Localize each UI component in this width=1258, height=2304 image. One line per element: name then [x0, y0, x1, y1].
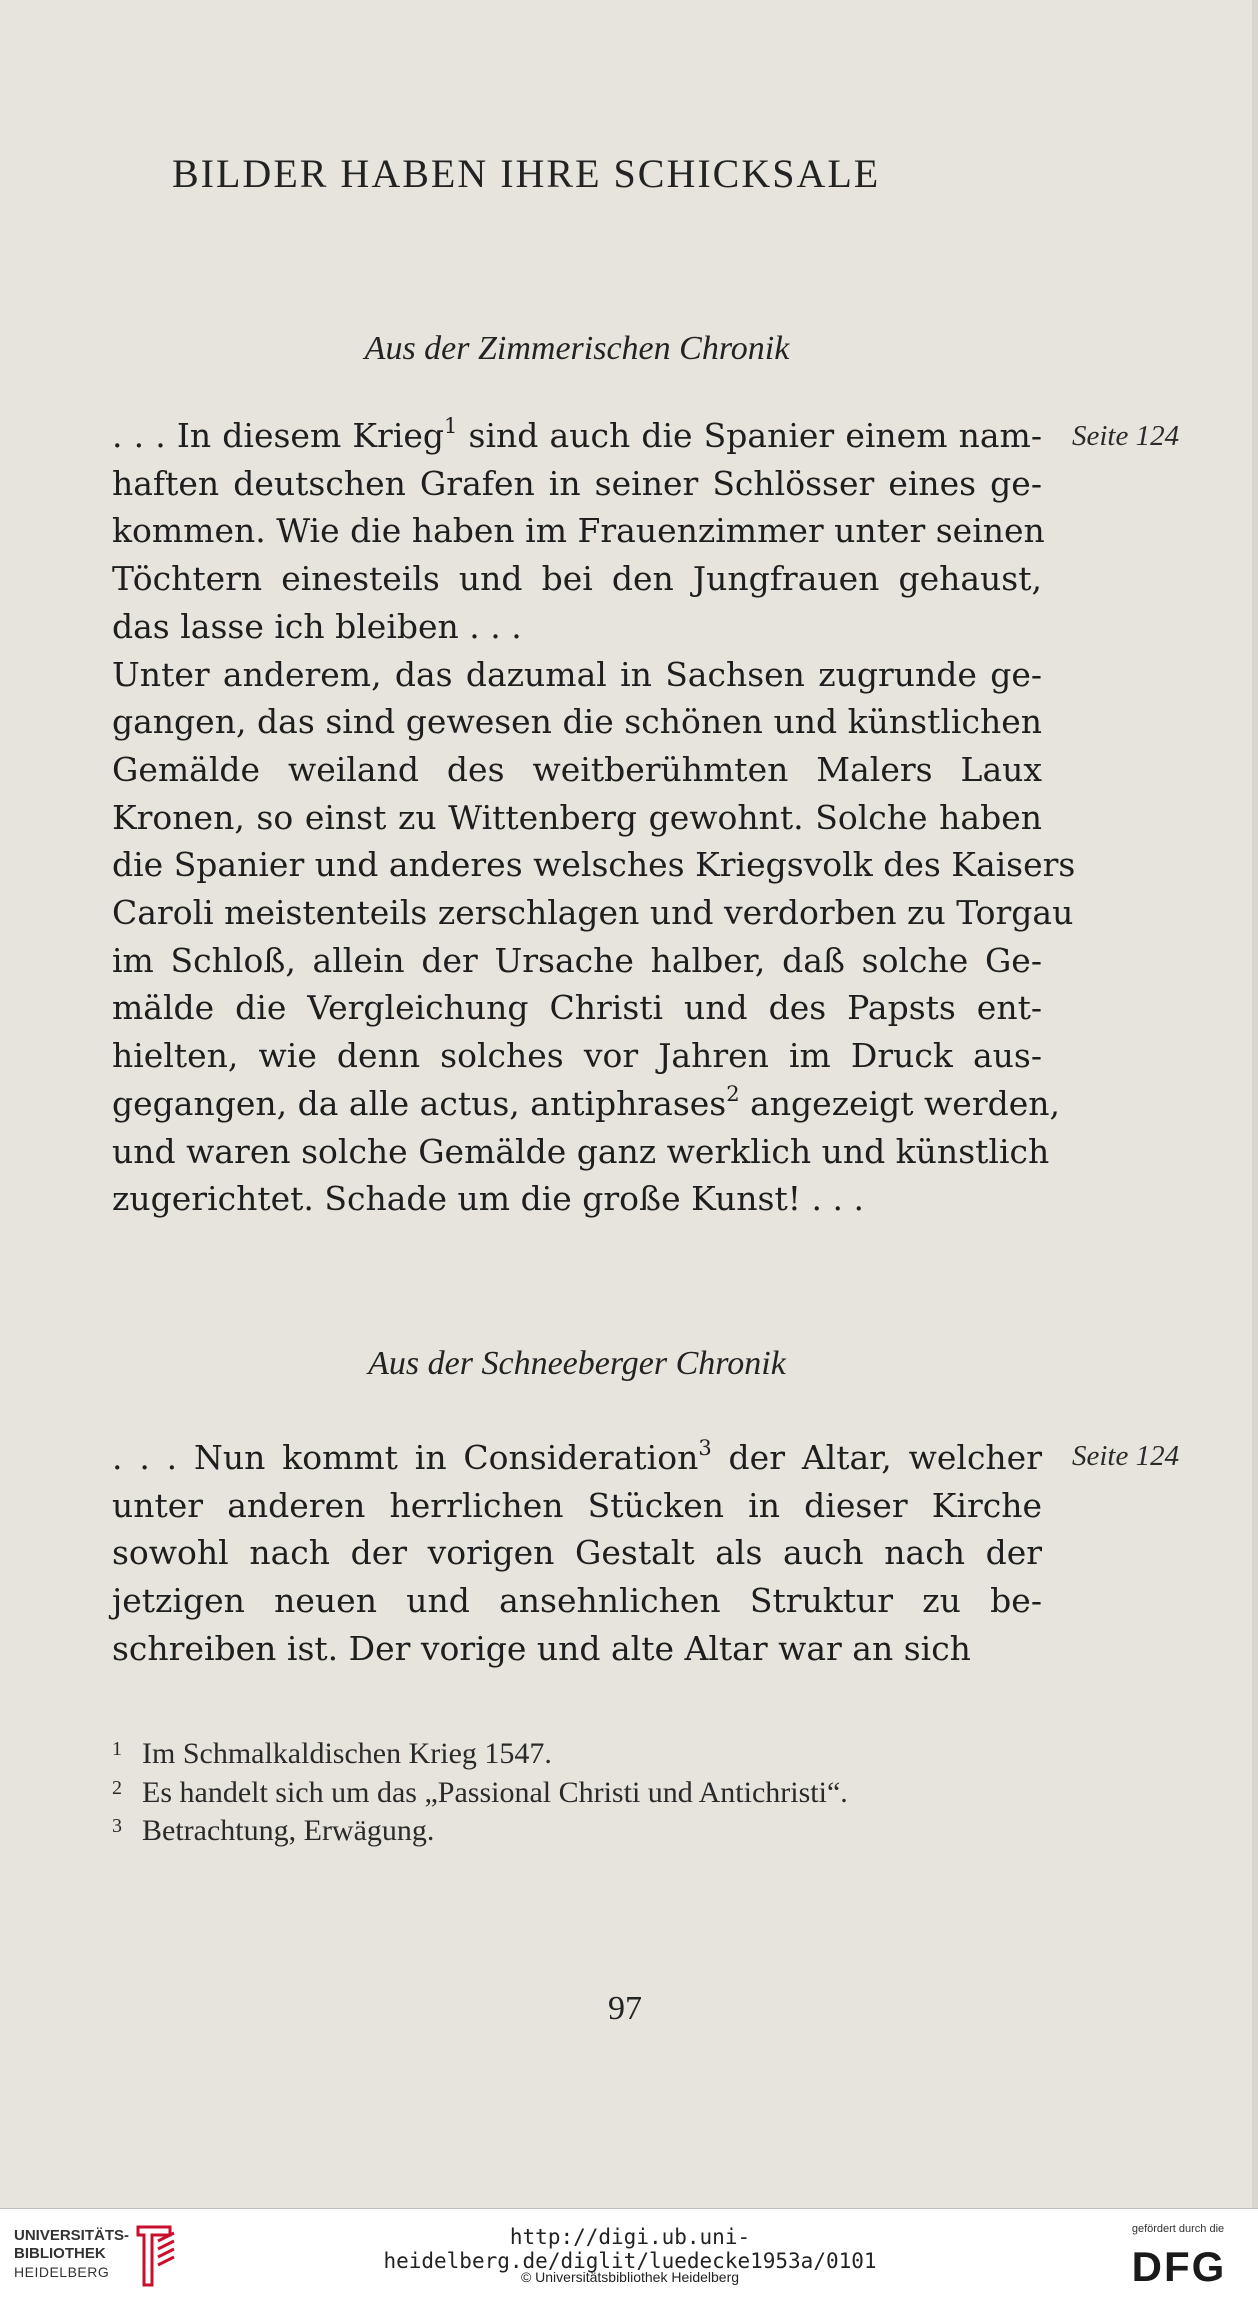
- footnote-marker: 2: [726, 1081, 740, 1106]
- svg-text:DFG: DFG: [1131, 2243, 1227, 2287]
- text-segment: Unter anderem, das dazumal in Sachsen zugrunde ge-: [112, 654, 1042, 694]
- text-segment: hielten, wie denn solches vor Jahren im Druck aus-: [112, 1036, 1042, 1076]
- running-head: BILDER HABEN IHRE SCHICKSALE: [172, 151, 881, 196]
- section-title-schneeberger-chronik: Aus der Schneeberger Chronik: [368, 1345, 786, 1382]
- footnote: [112, 1737, 1072, 1776]
- footnote: [112, 1776, 1072, 1815]
- text-segment: gegangen, da alle actus, antiphrases: [112, 1083, 727, 1123]
- text-line: [112, 1577, 1042, 1625]
- text-segment: schreiben ist. Der vorige und alte Altar war an sich: [112, 1628, 971, 1668]
- page-number: 97: [608, 1990, 642, 2027]
- text-line: [112, 889, 1074, 937]
- text-line: [112, 651, 1042, 699]
- text-line: [112, 1529, 1042, 1577]
- text-line: [112, 507, 1045, 555]
- copyright-notice: © Universitätsbibliothek Heidelberg: [520, 2269, 740, 2285]
- text-segment: Caroli meistenteils zerschlagen und verdorben zu Torgau: [112, 893, 1074, 933]
- text-segment: kommen. Wie die haben im Frauenzimmer unter seinen: [112, 511, 1045, 551]
- text-line: [112, 412, 1042, 460]
- text-line: [112, 794, 1042, 842]
- library-name-line3: HEIDELBERG: [14, 2264, 110, 2280]
- text-segment: . . . In diesem Krieg: [112, 416, 445, 455]
- text-line: [112, 984, 1042, 1032]
- footnote-text: Im Schmalkaldischen Krieg 1547.: [142, 1737, 552, 1770]
- margin-note-page-reference: Seite 124: [1072, 420, 1180, 452]
- footnote-text: Betrachtung, Erwägung.: [142, 1814, 435, 1847]
- text-segment: sind auch die Spanier einem nam-: [457, 416, 1042, 455]
- text-segment: gangen, das sind gewesen die schönen und künstlichen: [112, 702, 1042, 742]
- text-line: [112, 1175, 1042, 1223]
- viewer-footer: [0, 2208, 1258, 2304]
- text-segment: sowohl nach der vorigen Gestalt als auch nach der: [112, 1533, 1042, 1573]
- footnote-number: 3: [112, 1815, 122, 1837]
- text-line: [112, 460, 1042, 508]
- section-title-zimmerische-chronik: Aus der Zimmerischen Chronik: [364, 330, 790, 367]
- text-line: [112, 841, 1076, 889]
- text-line: [112, 1080, 1060, 1128]
- text-segment: im Schloß, allein der Ursache halber, daß solche Ge-: [112, 940, 1042, 980]
- text-line: [112, 1128, 1050, 1176]
- text-line: [112, 1032, 1042, 1080]
- text-segment: jetzigen neuen und ansehnlichen Struktur zu be-: [112, 1581, 1042, 1621]
- library-name-line2: BIBLIOTHEK: [14, 2245, 106, 2262]
- footnote: [112, 1814, 1072, 1853]
- text-line: [112, 746, 1042, 794]
- text-segment: der Altar, welcher: [711, 1438, 1042, 1477]
- text-segment: zugerichtet. Schade um die große Kunst! . . .: [112, 1179, 864, 1219]
- funder-tagline: gefördert durch die: [1131, 2223, 1225, 2235]
- text-segment: und waren solche Gemälde ganz werklich und künstlich: [112, 1131, 1050, 1171]
- footnote-number: 1: [112, 1738, 122, 1760]
- footnote-marker: 1: [444, 414, 458, 438]
- text-line: [112, 555, 1042, 603]
- text-line: [112, 937, 1042, 985]
- text-segment: mälde die Vergleichung Christi und des Papsts ent-: [112, 988, 1042, 1028]
- text-line: [112, 1434, 1042, 1482]
- footnote-text: Es handelt sich um das „Passional Christi und Antichristi“.: [142, 1775, 848, 1809]
- section2-body: [112, 1434, 1042, 1673]
- text-segment: Töchtern einesteils und bei den Jungfrauen gehaust,: [112, 559, 1042, 599]
- text-segment: unter anderen herrlichen Stücken in dieser Kirche: [112, 1485, 1042, 1525]
- library-name-line1: UNIVERSITÄTS-: [14, 2227, 130, 2244]
- ub-heidelberg-mark-icon: [130, 2223, 178, 2289]
- footnote-number: 2: [112, 1776, 122, 1799]
- text-segment: haften deutschen Grafen in seiner Schlösser eines ge-: [112, 463, 1042, 503]
- text-line: [112, 1625, 1042, 1673]
- permalink-url[interactable]: http://digi.ub.uni-heidelberg.de/diglit/luedecke1953a/0101: [383, 2225, 877, 2273]
- text-line: [112, 1482, 1042, 1530]
- footnote-marker: 3: [698, 1436, 712, 1460]
- text-segment: . . . Nun kommt in Consideration: [112, 1438, 699, 1477]
- text-segment: Kronen, so einst zu Wittenberg gewohnt. Solche haben: [112, 797, 1042, 837]
- text-segment: angezeigt werden,: [739, 1083, 1060, 1123]
- university-library-logo[interactable]: [14, 2227, 129, 2281]
- dfg-logo-icon[interactable]: [1118, 2243, 1240, 2287]
- text-line: [112, 603, 1042, 651]
- text-segment: die Spanier und anderes welsches Kriegsvolk des Kaisers: [112, 845, 1076, 885]
- footnotes: [112, 1737, 1072, 1853]
- text-segment: Gemälde weiland des weitberühmten Malers Laux: [112, 749, 1042, 789]
- section1-body: [112, 412, 1076, 1223]
- text-line: [112, 698, 1042, 746]
- text-segment: das lasse ich bleiben . . .: [112, 606, 522, 646]
- margin-note-page-reference: Seite 124: [1072, 1440, 1180, 1472]
